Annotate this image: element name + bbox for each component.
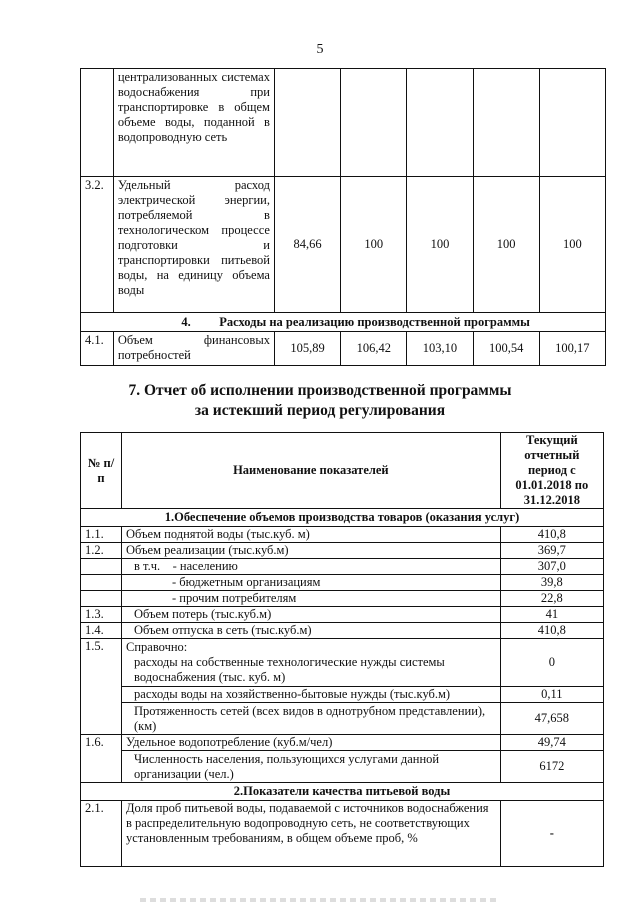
row-name: в т.ч. - населению: [122, 559, 501, 575]
row-value: 49,74: [500, 735, 603, 751]
section-row: [81, 783, 604, 801]
table-row: [81, 703, 604, 735]
table-row: [81, 575, 604, 591]
table-row: [81, 543, 604, 559]
scan-artifact: [140, 898, 500, 902]
row-value: 410,8: [500, 623, 603, 639]
table-row: [81, 559, 604, 575]
table-row: [81, 639, 604, 687]
heading-line: за истекший период регулирования: [194, 402, 446, 419]
header-name: Наименование показателей: [122, 433, 501, 509]
section-row: [81, 509, 604, 527]
table-row: [81, 177, 606, 313]
section-title: Расходы на реализацию производственной программы: [219, 314, 530, 329]
row-value: 6172: [500, 751, 603, 783]
table-row: [81, 751, 604, 783]
row-number: [81, 591, 122, 607]
row-value: 0: [500, 639, 603, 687]
row-name: - бюджетным организациям: [122, 575, 501, 591]
row-name: Удельный расход электрической энергии, потребляемой в технологическом процессе подготовки и транспортировки питьевой воды, на единицу объема воды: [113, 177, 274, 313]
row-number: [81, 575, 122, 591]
row-number: 2.1.: [81, 801, 122, 867]
row-value: 410,8: [500, 527, 603, 543]
row-name: Протяженность сетей (всех видов в однотрубном представлении), (км): [122, 703, 501, 735]
row-number: 1.2.: [81, 543, 122, 559]
row-value: 39,8: [500, 575, 603, 591]
table-row: [81, 591, 604, 607]
ref-title: Справочно:: [126, 640, 188, 654]
table-row: [81, 527, 604, 543]
section-number: 4.: [181, 314, 191, 329]
row-number: 4.1.: [81, 332, 114, 366]
row-name: Объем реализации (тыс.куб.м): [122, 543, 501, 559]
row-value: 47,658: [500, 703, 603, 735]
table-row: [81, 607, 604, 623]
row-name: Объем поднятой воды (тыс.куб. м): [122, 527, 501, 543]
row-number: 1.4.: [81, 623, 122, 639]
value-cell: 106,42: [341, 332, 407, 366]
row-value: 22,8: [500, 591, 603, 607]
row-value: 369,7: [500, 543, 603, 559]
row-name: расходы воды на хозяйственно-бытовые нужды (тыс.куб.м): [122, 687, 501, 703]
row-value: -: [500, 801, 603, 867]
row-name: [122, 639, 501, 687]
report-table: [80, 432, 604, 867]
row-name: - прочим потребителям: [122, 591, 501, 607]
value-cell: 100: [341, 177, 407, 313]
row-name: Объем отпуска в сеть (тыс.куб.м): [122, 623, 501, 639]
section-title: 2.Показатели качества питьевой воды: [81, 783, 604, 801]
row-name: Удельное водопотребление (куб.м/чел): [122, 735, 501, 751]
header-period: Текущий отчетный период с 01.01.2018 по 31.12.2018: [500, 433, 603, 509]
value-cell: 103,10: [407, 332, 473, 366]
section-row: [81, 313, 606, 332]
value-cell: 100,54: [473, 332, 539, 366]
row-value: 307,0: [500, 559, 603, 575]
section-heading: [0, 381, 640, 421]
section-title: 1.Обеспечение объемов производства товаров (оказания услуг): [81, 509, 604, 527]
heading-line: 7. Отчет об исполнении производственной программы: [128, 382, 512, 399]
row-number: [81, 69, 114, 177]
ref-item: расходы на собственные технологические нужды системы водоснабжения (тыс. куб. м): [134, 655, 445, 684]
row-number: 1.1.: [81, 527, 122, 543]
row-name: Объем финансовых потребностей: [113, 332, 274, 366]
table-row: [81, 623, 604, 639]
header-num: № п/п: [81, 433, 122, 509]
row-number: 1.6.: [81, 735, 122, 783]
value-cell: 100: [407, 177, 473, 313]
table-row: [81, 332, 606, 366]
table-row: [81, 801, 604, 867]
row-value: 0,11: [500, 687, 603, 703]
row-name: Объем потерь (тыс.куб.м): [122, 607, 501, 623]
row-name: централизованных системах водоснабжения при транспортировке в общем объеме воды, поданной в водопроводную сеть: [113, 69, 274, 177]
table-row: [81, 687, 604, 703]
table-row: [81, 735, 604, 751]
page-number: 5: [316, 42, 324, 57]
value-cell: 105,89: [274, 332, 340, 366]
row-number: 1.5.: [81, 639, 122, 735]
header-row: [81, 433, 604, 509]
row-name: Численность населения, пользующихся услугами данной организации (чел.): [122, 751, 501, 783]
table-row: [81, 69, 606, 177]
row-value: 41: [500, 607, 603, 623]
value-cell: 100: [473, 177, 539, 313]
row-name: Доля проб питьевой воды, подаваемой с источников водоснабжения в распределительную водопроводную сеть, не соответствующих установленным требованиям, в общем объеме проб, %: [122, 801, 501, 867]
value-cell: 100,17: [539, 332, 605, 366]
value-cell: 84,66: [274, 177, 340, 313]
row-number: [81, 559, 122, 575]
value-cell: 100: [539, 177, 605, 313]
row-number: 1.3.: [81, 607, 122, 623]
production-program-table: [80, 68, 606, 366]
row-number: 3.2.: [81, 177, 114, 313]
